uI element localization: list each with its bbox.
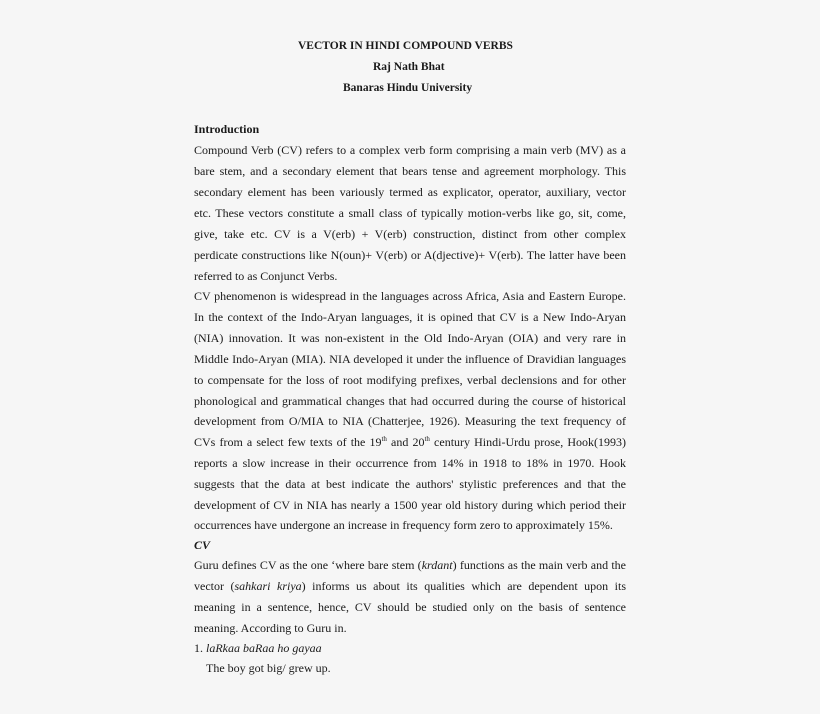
text-span: ) informs us about its qualities which are dependent upon its <box>301 579 627 593</box>
paragraph-line: phonological and grammatical changes that had occurred during the course of historical <box>194 394 626 408</box>
paragraph-line: development from O/MIA to NIA (Chatterjee, 1926). Measuring the text frequency of <box>194 414 626 428</box>
text-span: vector ( <box>194 579 235 593</box>
paragraph-line: Compound Verb (CV) refers to a complex verb form comprising a main verb (MV) as a <box>194 143 626 157</box>
paragraph-line-with-italic <box>194 579 626 594</box>
paragraph-line: reports a slow increase in their occurrence from 14% in 1918 to 18% in 1970. Hook <box>194 456 626 470</box>
italic-term: krdant <box>421 558 453 572</box>
text-span: century Hindi-Urdu prose, Hook(1993) <box>429 435 626 449</box>
paragraph-line: development of CV in NIA has nearly a 1500 year old history during which period their <box>194 498 626 512</box>
paragraph-line: Middle Indo-Aryan (MIA). NIA developed it under the influence of Dravidian languages <box>194 352 626 366</box>
paragraph-line: etc. These vectors constitute a small class of typically motion-verbs like go, sit, come, <box>194 206 626 220</box>
text-span: CVs from a select few texts of the 19 <box>194 435 382 449</box>
author-name: Raj Nath Bhat <box>373 61 445 73</box>
superscript: th <box>381 435 387 443</box>
superscript: th <box>424 435 430 443</box>
section-heading-introduction: Introduction <box>194 122 260 136</box>
italic-term: sahkari kriya <box>234 579 302 593</box>
paragraph-line: to compensate for the loss of root modifying prefixes, verbal declensions and for other <box>194 373 626 387</box>
example-sentence <box>194 641 626 656</box>
paragraph-line: (NIA) innovation. It was non-existent in the Old Indo-Aryan (OIA) and very rare in <box>194 331 626 345</box>
paragraph-line: meaning in a sentence, hence, CV should be studied only on the basis of sentence <box>194 600 626 614</box>
author-affiliation: Banaras Hindu University <box>343 82 473 94</box>
paragraph-line: suggests that the data at best indicate the authors' stylistic preferences and that the <box>194 477 626 491</box>
paragraph-line: meaning. According to Guru in. <box>194 621 347 635</box>
text-span: Guru defines CV as the one ‘where bare stem ( <box>194 558 422 572</box>
paragraph-line: occurrences have undergone an increase in frequency form zero to approximately 15%. <box>194 518 613 532</box>
paragraph-line: perdicate constructions like N(oun)+ V(erb) or A(djective)+ V(erb). The latter have been <box>194 248 626 262</box>
paragraph-line: secondary element has been variously termed as explicator, operator, auxiliary, vector <box>194 185 626 199</box>
paragraph-line: In the context of the Indo-Aryan languages, it is opined that CV is a New Indo-Aryan <box>194 310 626 324</box>
example-number: 1. <box>194 641 206 655</box>
paragraph-line-with-italic <box>194 558 626 573</box>
paragraph-line: CV phenomenon is widespread in the languages across Africa, Asia and Eastern Europe. <box>194 289 626 303</box>
paragraph-line: referred to as Conjunct Verbs. <box>194 269 338 283</box>
example-gloss: The boy got big/ grew up. <box>206 661 331 675</box>
text-span: and 20 <box>386 435 425 449</box>
text-span: ) functions as the main verb and the <box>452 558 626 572</box>
paragraph-line: give, take etc. CV is a V(erb) + V(erb) construction, distinct from other complex <box>194 227 626 241</box>
paragraph-line-with-superscripts <box>194 435 626 450</box>
document-title: VECTOR IN HINDI COMPOUND VERBS <box>298 40 513 52</box>
paragraph-line: bare stem, and a secondary element that bears tense and agreement morphology. This <box>194 164 626 178</box>
example-text: laRkaa baRaa ho gayaa <box>206 641 322 655</box>
section-heading-cv: CV <box>194 538 211 552</box>
